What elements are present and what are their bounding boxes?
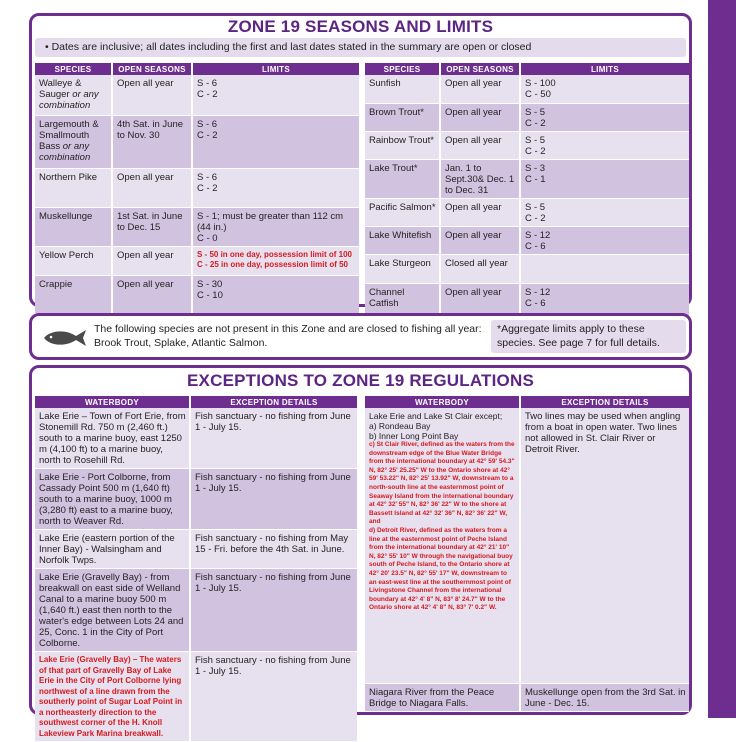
- details-cell: Fish sanctuary - no fishing from May 15 - Fri. before the 4th Sat. in June.: [191, 530, 357, 569]
- waterbody-cell: Lake Erie – Town of Fort Erie, from Stonemill Rd. 750 m (2,460 ft.) south to a marine buoy, east 1250 m (4,100 ft) to a marine buoy, north to Rosehill Rd.: [35, 408, 191, 469]
- conservation-limit: C - 25 in one day, possession limit of 50: [197, 260, 348, 269]
- waterbody-cell: [365, 408, 521, 684]
- season-cell: Open all year: [113, 75, 193, 116]
- waterbody-cell: Niagara River from the Peace Bridge to Niagara Falls.: [365, 684, 521, 712]
- table-row: [365, 104, 689, 132]
- aggregate-limits-note: *Aggregate limits apply to these species. See page 7 for full details.: [491, 320, 686, 353]
- column-header-exception-details: EXCEPTION DETAILS: [521, 396, 689, 408]
- conservation-limit: C - 2: [525, 118, 546, 129]
- conservation-limit: C - 10: [197, 290, 223, 301]
- table-header-row: [365, 396, 689, 408]
- seasons-title: ZONE 19 SEASONS AND LIMITS: [227, 17, 494, 36]
- sport-limit: S - 30: [197, 279, 223, 290]
- sport-limit: S - 12: [525, 287, 551, 298]
- table-row: [35, 530, 357, 569]
- table-row: [35, 276, 359, 314]
- table-header-row: [365, 63, 689, 75]
- table-row: [35, 247, 359, 276]
- limits-cell: [193, 169, 359, 208]
- conservation-limit: C - 6: [525, 241, 546, 252]
- species-name: Lake Sturgeon: [365, 255, 441, 284]
- exceptions-table-left: [35, 396, 357, 742]
- conservation-limit: C - 6: [525, 298, 546, 309]
- table-row: [35, 569, 357, 652]
- season-cell: Jan. 1 to Sept.30& Dec. 1 to Dec. 31: [441, 160, 521, 199]
- species-name: Rainbow Trout*: [365, 132, 441, 160]
- species-name: Largemouth & Smallmouth Bass: [39, 119, 99, 152]
- season-cell: 4th Sat. in June to Nov. 30: [113, 116, 193, 169]
- season-cell: 1st Sat. in June to Dec. 15: [113, 208, 193, 247]
- species-name: Crappie: [35, 276, 113, 314]
- season-cell: Open all year: [441, 104, 521, 132]
- waterbody-cell: Lake Erie (Gravelly Bay) - from breakwall on east side of Welland Canal to a marine buoy 500 m (1,640 ft.) east then north to the water's edge between Lots 24 and 25, Conc. 1 in the City of Port Colborne.: [35, 569, 191, 652]
- dates-note-text: Dates are inclusive; all dates including the first and last dates stated in the summary are open or closed: [51, 41, 532, 53]
- sport-limit: S - 3: [525, 163, 546, 174]
- limits-cell: [521, 255, 689, 284]
- limits-cell: [521, 160, 689, 199]
- species-name: Yellow Perch: [35, 247, 113, 276]
- column-header-limits: LIMITS: [521, 63, 689, 75]
- waterbody-item-b: b) Inner Long Point Bay: [369, 431, 459, 441]
- waterbody-intro: Lake Erie and Lake St Clair except;: [369, 411, 503, 421]
- column-header-waterbody: WATERBODY: [35, 396, 191, 408]
- waterbody-cell: Lake Erie - Port Colborne, from Cassady Point 500 m (1,640 ft) south to a marine buoy, 1000 m (3,280 ft) east to a marine buoy, north to Weaver Rd.: [35, 469, 191, 530]
- closed-species-text: The following species are not present in this Zone and are closed to fishing all year: Brook Trout, Splake, Atlantic Salmon.: [94, 323, 482, 349]
- table-row: [35, 75, 359, 116]
- season-cell: Closed all year: [441, 255, 521, 284]
- season-cell: Open all year: [441, 75, 521, 104]
- column-header-species: SPECIES: [365, 63, 441, 75]
- sport-limit: S - 100: [525, 78, 556, 89]
- waterbody-item-d: d) Detroit River, defined as the waters from a line at the easternmost point of Peche Island from the international boundary at 42° 21' 10" N, 82° 55' 10" W through the navigational buoy south of Peche Island, to the Ontario shore at 42° 20' 23.5" N, 82° 55' 17" W, downstream to an east-west line at the southernmost point of Livingstone Channel from the international boundary at 42° 4' 8" N, 83° 8' 24.7" W to the Ontario shore at 42° 4' 8" N, 83° 7' 0.2" W.: [369, 526, 513, 612]
- season-cell: Open all year: [441, 132, 521, 160]
- conservation-limit: C - 2: [525, 213, 546, 224]
- sport-limit: S - 5: [525, 107, 546, 118]
- season-cell: Open all year: [113, 276, 193, 314]
- season-cell: Open all year: [441, 227, 521, 255]
- sport-limit: S - 6: [197, 172, 218, 183]
- conservation-limit: C - 2: [197, 183, 218, 194]
- species-name: Lake Whitefish: [365, 227, 441, 255]
- waterbody-cell: Lake Erie (eastern portion of the Inner Bay) - Walsingham and Norfolk Twps.: [35, 530, 191, 569]
- table-row: [365, 255, 689, 284]
- limits-cell: [193, 208, 359, 247]
- waterbody-cell: [35, 652, 191, 742]
- exceptions-title: EXCEPTIONS TO ZONE 19 REGULATIONS: [187, 371, 534, 390]
- limits-cell: [193, 247, 359, 276]
- table-row: [365, 227, 689, 255]
- table-header-row: [35, 63, 359, 75]
- conservation-limit: C - 2: [197, 89, 218, 100]
- conservation-limit: C - 2: [197, 130, 218, 141]
- species-name: Pacific Salmon*: [365, 199, 441, 227]
- table-row: [35, 169, 359, 208]
- limits-cell: [521, 132, 689, 160]
- table-header-row: [35, 396, 357, 408]
- limits-cell: [193, 75, 359, 116]
- column-header-exception-details: EXCEPTION DETAILS: [191, 396, 357, 408]
- seasons-limits-panel: [29, 13, 692, 307]
- seasons-table-left: [35, 63, 359, 314]
- details-cell: Fish sanctuary - no fishing from June 1 - July 15.: [191, 569, 357, 652]
- conservation-limit: C - 2: [525, 146, 546, 157]
- species-name: Brown Trout*: [365, 104, 441, 132]
- season-cell: Open all year: [441, 199, 521, 227]
- table-row: [35, 208, 359, 247]
- table-row: [365, 75, 689, 104]
- table-row: [365, 408, 689, 684]
- limits-cell: [521, 75, 689, 104]
- waterbody-item-c: c) St Clair River, defined as the waters from the downstream edge of the Blue Water Bridge from the international boundary at 42° 59' 54.3" N, 82° 25' 25.25" W to the Ontario shore at 42° 59' 53.22" N, 82° 25' 13.92" W, downstream to a north-south line at the easternmost point of Seaway Island from the international boundary at 42° 32' 55" N, 82° 36' 22" W to the shore at Bassett Island at 42° 32' 36" N, 82° 36' 22" W, and: [369, 441, 515, 526]
- column-header-limits: LIMITS: [193, 63, 359, 75]
- species-name: Lake Trout*: [365, 160, 441, 199]
- column-header-open-seasons: OPEN SEASONS: [441, 63, 521, 75]
- limits-cell: [193, 276, 359, 314]
- limits-cell: [521, 227, 689, 255]
- sport-limit: S - 5: [525, 135, 546, 146]
- table-row: [365, 199, 689, 227]
- table-row: [365, 132, 689, 160]
- details-cell: Fish sanctuary - no fishing from June 1 - July 15.: [191, 408, 357, 469]
- season-cell: Open all year: [113, 169, 193, 208]
- conservation-limit: C - 0: [197, 233, 218, 244]
- dates-note: • Dates are inclusive; all dates including the first and last dates stated in the summary are open or closed: [35, 38, 686, 57]
- details-cell: Fish sanctuary - no fishing from June 1 - July 15.: [191, 469, 357, 530]
- table-row: [365, 160, 689, 199]
- sport-limit: S - 1; must be greater than 112 cm (44 in.): [197, 211, 344, 233]
- species-note: or any combination: [39, 141, 91, 163]
- conservation-limit: C - 1: [525, 174, 546, 185]
- species-name: Northern Pike: [35, 169, 113, 208]
- details-cell: Muskellunge open from the 3rd Sat. in June - Dec. 15.: [521, 684, 689, 712]
- column-header-open-seasons: OPEN SEASONS: [113, 63, 193, 75]
- table-row: [35, 408, 357, 469]
- exceptions-panel: [29, 365, 692, 738]
- fish-icon: [42, 328, 88, 348]
- species-name: Walleye & Sauger: [39, 78, 82, 100]
- waterbody-item-a: a) Rondeau Bay: [369, 421, 431, 431]
- sport-limit: S - 12: [525, 230, 551, 241]
- column-header-waterbody: WATERBODY: [365, 396, 521, 408]
- limits-cell: [193, 116, 359, 169]
- waterbody-text: Lake Erie (Gravelly Bay) – The waters of that part of Gravelly Bay of Lake Erie in the City of Port Colborne lying northwest of a line drawn from the southerly point of Sugar Loaf Point in a northeasterly direction to the southwest corner of the H. Knoll Lakeview Park Marina breakwall.: [39, 655, 183, 738]
- table-row: [35, 116, 359, 169]
- limits-cell: [521, 199, 689, 227]
- page-edge-bar: [708, 0, 736, 718]
- sport-limit: S - 6: [197, 119, 218, 130]
- sport-limit: S - 6: [197, 78, 218, 89]
- species-name: Muskellunge: [35, 208, 113, 247]
- exceptions-table-right: [365, 396, 689, 712]
- season-cell: Open all year: [113, 247, 193, 276]
- species-name: Sunfish: [365, 75, 441, 104]
- closed-species-box: [29, 313, 692, 360]
- species-note: or any combination: [39, 89, 99, 111]
- column-header-species: SPECIES: [35, 63, 113, 75]
- details-cell: Fish sanctuary - no fishing from June 1 - July 15.: [191, 652, 357, 742]
- table-row: [35, 469, 357, 530]
- conservation-limit: C - 50: [525, 89, 551, 100]
- species-name: Channel Catfish: [365, 284, 441, 324]
- table-row: [35, 652, 357, 742]
- details-cell: Two lines may be used when angling from a boat in open water. Two lines not allowed in St. Clair River or Detroit River.: [521, 408, 689, 684]
- sport-limit: S - 5: [525, 202, 546, 213]
- limits-cell: [521, 104, 689, 132]
- sport-limit: S - 50 in one day, possession limit of 100: [197, 250, 353, 259]
- season-cell: Open all year: [441, 284, 521, 324]
- table-row: [365, 684, 689, 712]
- seasons-table-right: [365, 63, 689, 324]
